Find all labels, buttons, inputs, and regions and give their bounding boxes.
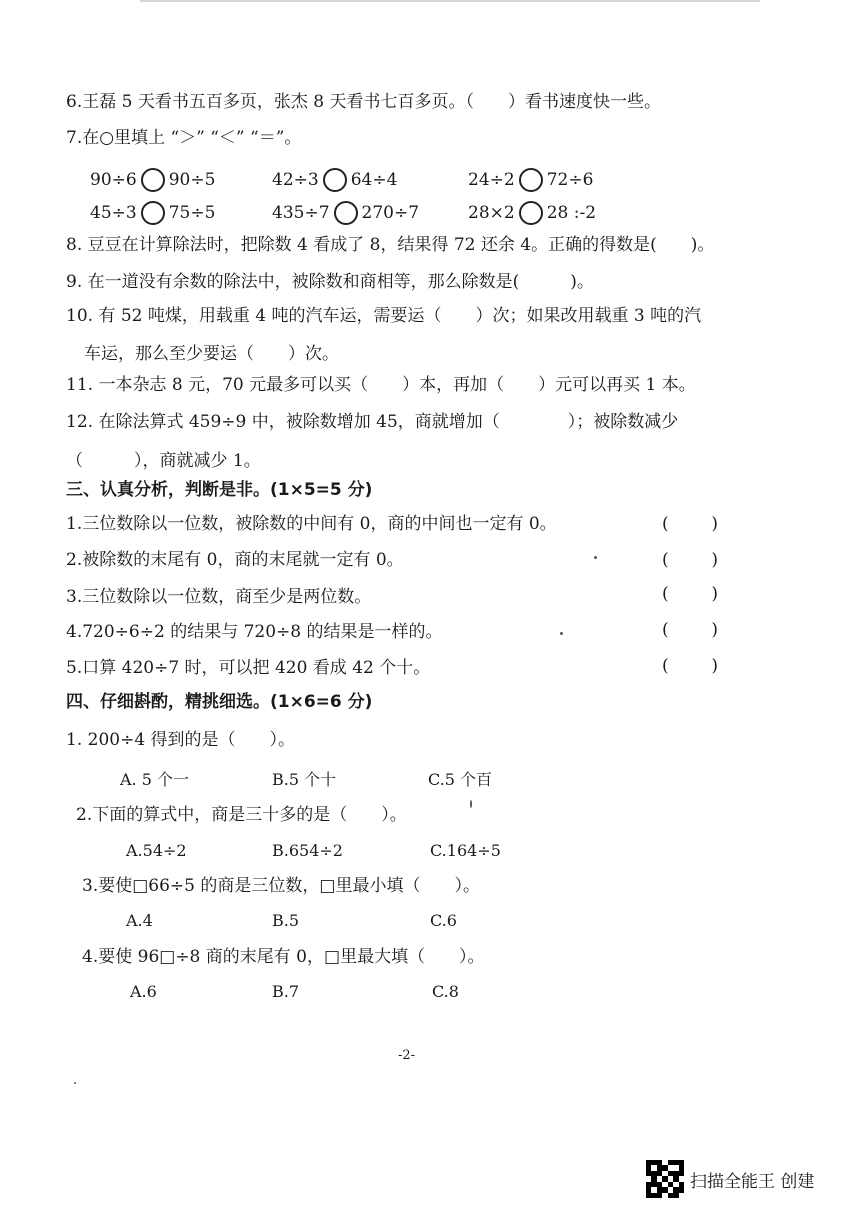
compare-expr-6 xyxy=(468,200,596,226)
answer-bracket xyxy=(662,618,718,642)
expr-left: 435÷7 xyxy=(272,203,330,223)
bracket-open: ( xyxy=(662,620,669,640)
choice-question-2: 2.下面的算式中，商是三十多的是（ ）。 xyxy=(76,805,407,825)
choice-2-option-a: A.54÷2 xyxy=(126,841,187,860)
choice-4-option-c: C.8 xyxy=(432,982,459,1001)
choice-1-option-b: B.5 个十 xyxy=(272,770,337,789)
answer-bracket xyxy=(662,548,718,572)
bracket-open: ( xyxy=(662,584,669,604)
qr-code-icon xyxy=(646,1160,684,1198)
expr-left: 24÷2 xyxy=(468,170,515,190)
expr-right: 72÷6 xyxy=(546,170,594,190)
question-11: 11. 一本杂志 8 元，70 元最多可以买（ ）本，再加（ ）元可以再买 1 本。 xyxy=(66,375,696,395)
question-10-line-2: 车运，那么至少要运（ ）次。 xyxy=(84,344,339,364)
bracket-close: ) xyxy=(711,514,718,534)
bracket-close: ) xyxy=(711,656,718,676)
choice-3-option-b: B.5 xyxy=(272,911,300,930)
bracket-open: ( xyxy=(662,514,669,534)
question-6: 6.王磊 5 天看书五百多页，张杰 8 天看书七百多页。（ ）看书速度快一些。 xyxy=(66,92,661,112)
scan-speck xyxy=(74,1082,76,1084)
question-12-line-1: 12. 在除法算式 459÷9 中，被除数增加 45，商就增加（ ）；被除数减少 xyxy=(66,412,679,432)
compare-circle xyxy=(519,168,543,192)
compare-expr-4 xyxy=(90,200,215,226)
choice-2-option-c: C.164÷5 xyxy=(430,841,501,860)
bracket-open: ( xyxy=(662,550,669,570)
choice-1-option-a: A. 5 个一 xyxy=(120,770,189,789)
scan-speck xyxy=(560,632,563,635)
judge-item-3: 3.三位数除以一位数，商至少是两位数。 xyxy=(66,587,372,607)
choice-question-4: 4.要使 96□÷8 商的末尾有 0，□里最大填（ ）。 xyxy=(82,947,485,967)
bracket-open: ( xyxy=(662,656,669,676)
answer-bracket xyxy=(662,582,718,606)
page-number: -2- xyxy=(398,1048,416,1063)
expr-right: 90÷5 xyxy=(168,170,216,190)
compare-circle xyxy=(141,168,165,192)
question-7: 7.在○里填上 “＞” “＜” “＝”。 xyxy=(66,128,302,148)
question-9: 9. 在一道没有余数的除法中，被除数和商相等，那么除数是( )。 xyxy=(66,272,594,292)
bracket-close: ) xyxy=(711,550,718,570)
expr-right: 64÷4 xyxy=(350,170,398,190)
judge-item-4: 4.720÷6÷2 的结果与 720÷8 的结果是一样的。 xyxy=(66,622,443,642)
compare-expr-1 xyxy=(90,167,215,193)
choice-3-option-a: A.4 xyxy=(126,911,153,930)
scan-speck xyxy=(470,800,472,808)
section-4-heading: 四、仔细斟酌，精挑细选。(1×6=6 分) xyxy=(66,692,373,712)
answer-bracket xyxy=(662,654,718,678)
answer-bracket xyxy=(662,512,718,536)
judge-item-5: 5.口算 420÷7 时，可以把 420 看成 42 个十。 xyxy=(66,658,431,678)
choice-2-option-b: B.654÷2 xyxy=(272,841,343,860)
expr-right: 270÷7 xyxy=(361,203,420,223)
choice-4-option-a: A.6 xyxy=(130,982,157,1001)
question-12-line-2: （ ），商就减少 1。 xyxy=(66,451,261,471)
expr-right: 28 :-2 xyxy=(546,203,597,223)
choice-4-option-b: B.7 xyxy=(272,982,300,1001)
choice-3-option-c: C.6 xyxy=(430,911,457,930)
compare-circle xyxy=(519,201,543,225)
bracket-close: ) xyxy=(711,584,718,604)
scanner-watermark xyxy=(646,1160,814,1198)
expr-left: 90÷6 xyxy=(90,170,137,190)
compare-circle xyxy=(334,201,358,225)
expr-left: 45÷3 xyxy=(90,203,137,223)
question-10-line-1: 10. 有 52 吨煤，用载重 4 吨的汽车运，需要运（ ）次；如果改用载重 3 吨的汽 xyxy=(66,306,702,326)
compare-expr-2 xyxy=(272,167,397,193)
choice-question-3: 3.要使□66÷5 的商是三位数，□里最小填（ ）。 xyxy=(82,876,480,896)
expr-right: 75÷5 xyxy=(168,203,216,223)
compare-circle xyxy=(323,168,347,192)
bracket-close: ) xyxy=(711,620,718,640)
compare-expr-3 xyxy=(468,167,593,193)
expr-left: 28×2 xyxy=(468,203,515,223)
compare-expr-5 xyxy=(272,200,419,226)
judge-item-2: 2.被除数的末尾有 0，商的末尾就一定有 0。 xyxy=(66,550,404,570)
expr-left: 42÷3 xyxy=(272,170,319,190)
choice-question-1: 1. 200÷4 得到的是（ ）。 xyxy=(66,730,296,750)
section-3-heading: 三、认真分析，判断是非。(1×5=5 分) xyxy=(66,480,373,500)
judge-item-1: 1.三位数除以一位数，被除数的中间有 0，商的中间也一定有 0。 xyxy=(66,514,557,534)
question-8: 8. 豆豆在计算除法时，把除数 4 看成了 8，结果得 72 还余 4。正确的得数是( )。 xyxy=(66,235,715,255)
scanner-label: 扫描全能王 创建 xyxy=(690,1171,815,1192)
compare-circle xyxy=(141,201,165,225)
choice-1-option-c: C.5 个百 xyxy=(428,770,493,789)
scan-speck xyxy=(594,556,597,559)
page-top-edge xyxy=(140,0,760,6)
